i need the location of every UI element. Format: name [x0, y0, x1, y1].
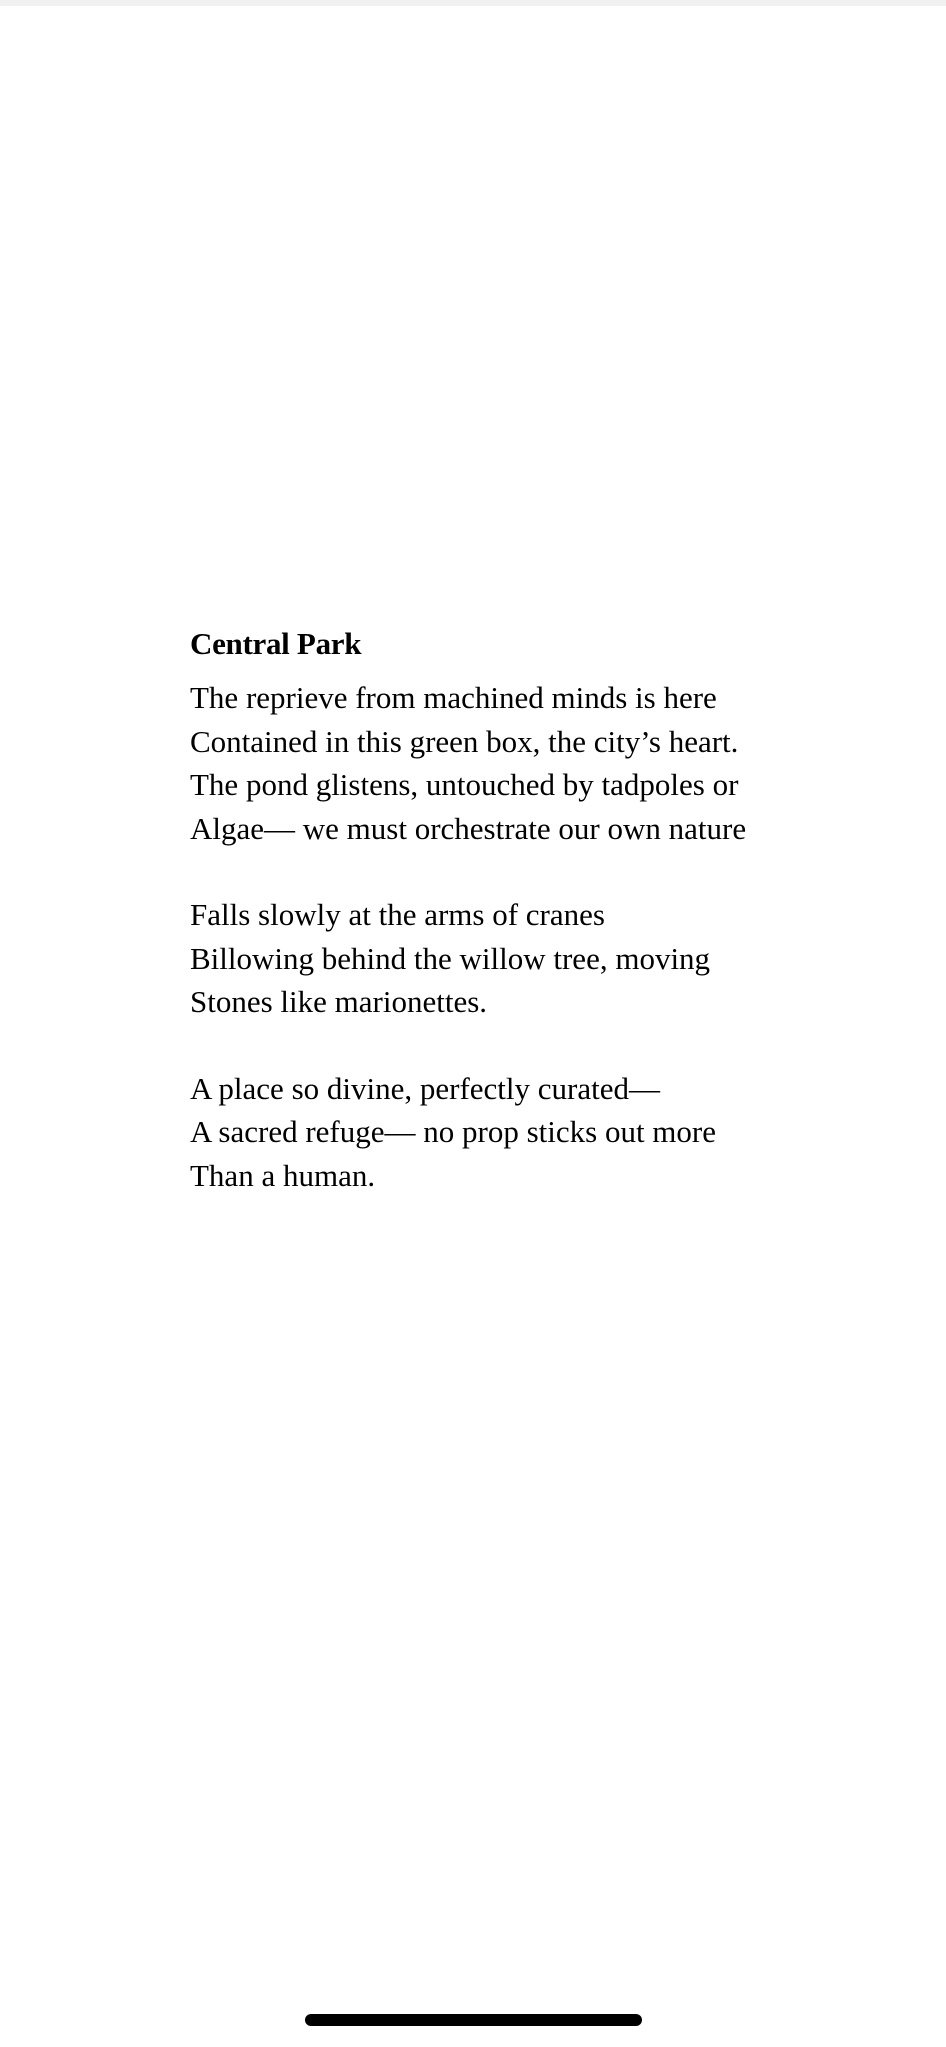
- poem-line: Algae— we must orchestrate our own nature: [190, 810, 747, 846]
- stanza-2: [190, 893, 890, 1024]
- stanza-3: [190, 1067, 890, 1198]
- poem-line: Stones like marionettes.: [190, 984, 488, 1019]
- poem-title: Central Park: [190, 626, 362, 661]
- poem-line: The pond glistens, untouched by tadpoles or: [190, 767, 739, 802]
- poem-content: [190, 624, 890, 1240]
- poem-line: Falls slowly at the arms of cranes: [190, 897, 605, 932]
- poem-line: Billowing behind the willow tree, moving: [190, 940, 711, 976]
- home-indicator[interactable]: [305, 2014, 642, 2026]
- poem-line: Than a human.: [190, 1157, 376, 1193]
- poem-line: The reprieve from machined minds is here: [190, 680, 717, 715]
- poem-line: Contained in this green box, the city’s heart.: [190, 723, 739, 759]
- poem-line: A sacred refuge— no prop sticks out more: [190, 1114, 717, 1149]
- stanza-1: [190, 676, 890, 850]
- top-status-strip: [0, 0, 946, 6]
- poem-line: A place so divine, perfectly curated—: [190, 1070, 660, 1106]
